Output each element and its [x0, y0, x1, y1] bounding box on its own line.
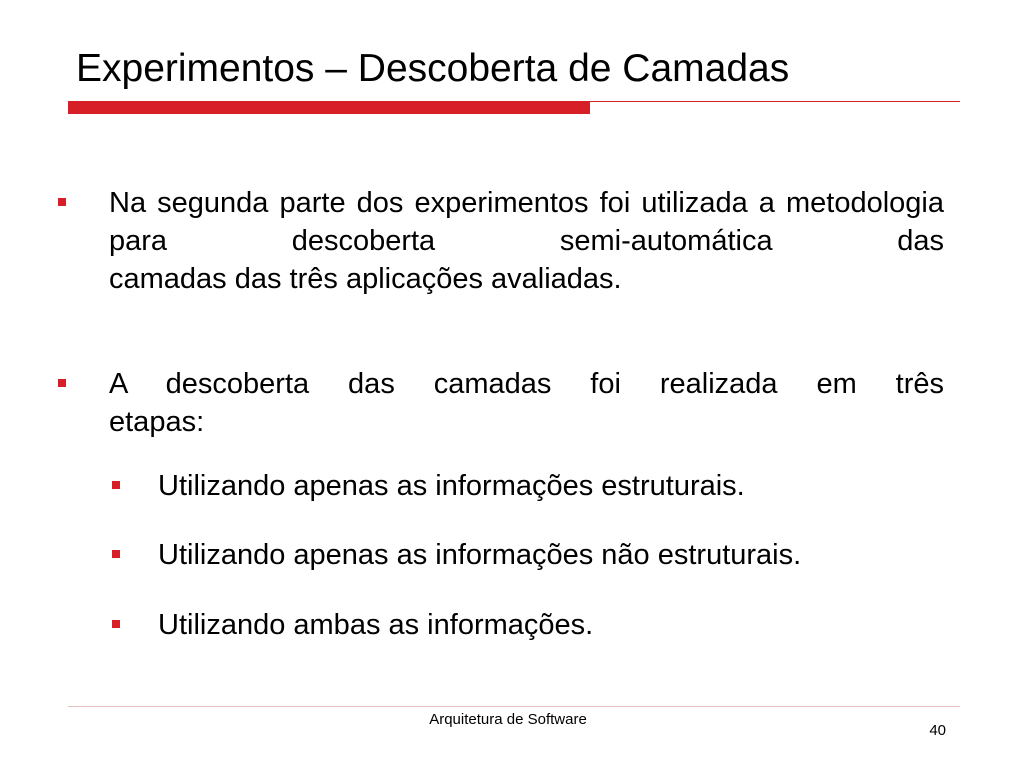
bullet-marker: [58, 198, 66, 206]
bullet-marker: [58, 379, 66, 387]
sub-bullet-marker: [112, 550, 120, 558]
bullet-text-continuation: camadas das três aplicações avaliadas.: [109, 263, 622, 295]
title-underline-thick: [68, 101, 590, 114]
bullet-text-continuation: etapas:: [109, 406, 205, 438]
sub-bullet-text: Utilizando apenas as informações não estruturais.: [158, 539, 802, 571]
page-number: 40: [929, 722, 946, 739]
sub-bullet-text: Utilizando apenas as informações estruturais.: [158, 470, 745, 502]
title-underline-thin: [590, 101, 960, 102]
sub-bullet-marker: [112, 620, 120, 628]
sub-bullet-text: Utilizando ambas as informações.: [158, 609, 594, 641]
bullet-text: [109, 184, 944, 260]
bullet-text: A descoberta das camadas foi realizada em três: [109, 368, 944, 400]
footer-course-title: Arquitetura de Software: [429, 711, 587, 728]
footer-divider: [68, 706, 960, 707]
sub-bullet-marker: [112, 481, 120, 489]
slide-title: Experimentos – Descoberta de Camadas: [76, 47, 790, 90]
bullet-text-part: Na segunda parte dos experimentos foi utilizada a metodologia para descoberta semi-automática das: [109, 187, 944, 257]
